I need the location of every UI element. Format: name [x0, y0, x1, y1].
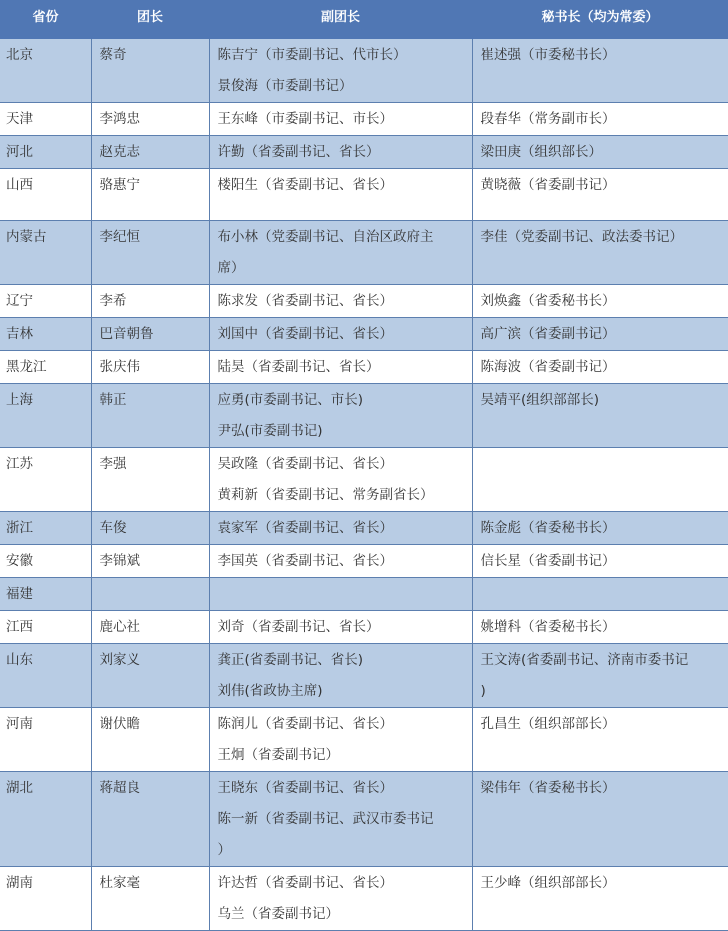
- cell-province-line: 天津: [6, 104, 91, 135]
- cell-deputy: [209, 708, 472, 772]
- cell-province: [0, 136, 91, 169]
- cell-deputy-line: 许达哲（省委副书记、省长）: [218, 868, 472, 899]
- cell-province-line: 湖南: [6, 868, 91, 899]
- cell-deputy: [209, 772, 472, 867]
- cell-secretary: [472, 285, 728, 318]
- cell-province-line: 安徽: [6, 546, 91, 577]
- cell-deputy: [209, 448, 472, 512]
- cell-deputy-line: 黄莉新（省委副书记、常务副省长）: [218, 480, 472, 511]
- cell-province: [0, 772, 91, 867]
- cell-secretary: [472, 611, 728, 644]
- table-row: [0, 644, 728, 708]
- cell-leader: [91, 169, 209, 221]
- cell-province: [0, 221, 91, 285]
- cell-deputy: [209, 136, 472, 169]
- cell-secretary: [472, 867, 728, 931]
- cell-deputy: [209, 545, 472, 578]
- table-row: [0, 285, 728, 318]
- cell-leader-line: 鹿心社: [100, 612, 209, 643]
- cell-province: [0, 448, 91, 512]
- cell-secretary: [472, 351, 728, 384]
- table-row: [0, 169, 728, 221]
- cell-secretary-line: 孔昌生（组织部部长）: [481, 709, 728, 740]
- cell-province: [0, 708, 91, 772]
- cell-secretary-line: 姚增科（省委秘书长）: [481, 612, 728, 643]
- cell-leader: [91, 103, 209, 136]
- cell-province: [0, 351, 91, 384]
- cell-secretary: [472, 169, 728, 221]
- cell-deputy-line: 陈求发（省委副书记、省长）: [218, 286, 472, 317]
- cell-leader-line: 张庆伟: [100, 352, 209, 383]
- cell-province-line: 黑龙江: [6, 352, 91, 383]
- cell-province: [0, 39, 91, 103]
- cell-deputy: [209, 169, 472, 221]
- cell-province-line: 江西: [6, 612, 91, 643]
- cell-leader: [91, 545, 209, 578]
- header-leader: 团长: [91, 0, 209, 39]
- cell-secretary: [472, 318, 728, 351]
- cell-deputy: [209, 351, 472, 384]
- cell-deputy: [209, 39, 472, 103]
- cell-leader: [91, 351, 209, 384]
- cell-province: [0, 318, 91, 351]
- cell-province-line: 河北: [6, 137, 91, 168]
- cell-province: [0, 611, 91, 644]
- cell-leader-line: 赵克志: [100, 137, 209, 168]
- cell-leader: [91, 285, 209, 318]
- cell-leader: [91, 578, 209, 611]
- cell-province: [0, 103, 91, 136]
- cell-province-line: 山西: [6, 170, 91, 201]
- cell-secretary: [472, 708, 728, 772]
- cell-deputy-line: 应勇(市委副书记、市长): [218, 385, 472, 416]
- cell-leader: [91, 318, 209, 351]
- cell-deputy-line: 刘伟(省政协主席): [218, 676, 472, 707]
- cell-leader: [91, 221, 209, 285]
- cell-deputy: [209, 644, 472, 708]
- cell-secretary-line: 陈海波（省委副书记）: [481, 352, 728, 383]
- cell-secretary-line: 崔述强（市委秘书长）: [481, 40, 728, 71]
- table-row: [0, 136, 728, 169]
- table-row: [0, 611, 728, 644]
- cell-secretary-line: 信长星（省委副书记）: [481, 546, 728, 577]
- table-row: [0, 708, 728, 772]
- cell-secretary-line: 王少峰（组织部部长）: [481, 868, 728, 899]
- cell-deputy-line: 陆昊（省委副书记、省长）: [218, 352, 472, 383]
- table-row: [0, 318, 728, 351]
- cell-leader-line: 李强: [100, 449, 209, 480]
- table-row: [0, 103, 728, 136]
- cell-leader: [91, 39, 209, 103]
- cell-secretary-line: 陈金彪（省委秘书长）: [481, 513, 728, 544]
- cell-leader-line: 谢伏瞻: [100, 709, 209, 740]
- cell-province-line: 浙江: [6, 513, 91, 544]
- table-row: [0, 867, 728, 931]
- cell-secretary: [472, 136, 728, 169]
- cell-leader: [91, 708, 209, 772]
- cell-secretary-line: 梁伟年（省委秘书长）: [481, 773, 728, 804]
- cell-province: [0, 169, 91, 221]
- cell-secretary-line: 王文涛(省委副书记、济南市委书记: [481, 645, 728, 676]
- cell-deputy-line: 吴政隆（省委副书记、省长）: [218, 449, 472, 480]
- cell-deputy-line: 王晓东（省委副书记、省长）: [218, 773, 472, 804]
- cell-deputy: [209, 512, 472, 545]
- cell-secretary: [472, 384, 728, 448]
- cell-province: [0, 867, 91, 931]
- cell-deputy-line: 陈一新（省委副书记、武汉市委书记: [218, 804, 472, 835]
- cell-secretary: [472, 448, 728, 512]
- cell-deputy-line: 袁家军（省委副书记、省长）: [218, 513, 472, 544]
- cell-secretary: [472, 578, 728, 611]
- table-row: [0, 221, 728, 285]
- cell-province-line: 北京: [6, 40, 91, 71]
- cell-secretary-line: 黄晓薇（省委副书记）: [481, 170, 728, 201]
- cell-leader-line: 李希: [100, 286, 209, 317]
- cell-leader-line: 车俊: [100, 513, 209, 544]
- cell-leader: [91, 867, 209, 931]
- table-row: [0, 578, 728, 611]
- cell-province-line: 辽宁: [6, 286, 91, 317]
- cell-deputy: [209, 318, 472, 351]
- cell-deputy-line: ）: [218, 835, 472, 866]
- cell-secretary-line: 高广滨（省委副书记）: [481, 319, 728, 350]
- cell-deputy-line: 刘国中（省委副书记、省长）: [218, 319, 472, 350]
- cell-leader-line: 蒋超良: [100, 773, 209, 804]
- cell-leader-line: 韩正: [100, 385, 209, 416]
- cell-leader-line: 李鸿忠: [100, 104, 209, 135]
- cell-deputy-line: 王东峰（市委副书记、市长）: [218, 104, 472, 135]
- cell-secretary-line: 段春华（常务副市长）: [481, 104, 728, 135]
- cell-deputy-line: 许勤（省委副书记、省长）: [218, 137, 472, 168]
- header-row: [0, 0, 728, 39]
- cell-leader: [91, 772, 209, 867]
- table-row: [0, 448, 728, 512]
- cell-secretary: [472, 221, 728, 285]
- cell-leader: [91, 448, 209, 512]
- cell-leader-line: 李锦斌: [100, 546, 209, 577]
- cell-leader: [91, 611, 209, 644]
- cell-secretary: [472, 545, 728, 578]
- cell-leader-line: 刘家义: [100, 645, 209, 676]
- cell-deputy-line: 李国英（省委副书记、省长）: [218, 546, 472, 577]
- cell-leader-line: 骆惠宁: [100, 170, 209, 201]
- cell-province: [0, 545, 91, 578]
- cell-deputy: [209, 221, 472, 285]
- cell-province-line: 福建: [6, 579, 91, 610]
- cell-leader: [91, 512, 209, 545]
- table-row: [0, 512, 728, 545]
- table-row: [0, 39, 728, 103]
- cell-leader: [91, 644, 209, 708]
- table-row: [0, 772, 728, 867]
- cell-province: [0, 578, 91, 611]
- cell-province-line: 内蒙古: [6, 222, 91, 253]
- cell-deputy-line: 乌兰（省委副书记）: [218, 899, 472, 930]
- cell-province-line: 山东: [6, 645, 91, 676]
- cell-province: [0, 644, 91, 708]
- cell-deputy-line: 陈吉宁（市委副书记、代市长）: [218, 40, 472, 71]
- cell-deputy: [209, 578, 472, 611]
- cell-province: [0, 384, 91, 448]
- cell-leader-line: 李纪恒: [100, 222, 209, 253]
- cell-deputy-line: 景俊海（市委副书记）: [218, 71, 472, 102]
- cell-leader-line: 杜家毫: [100, 868, 209, 899]
- header-deputy: 副团长: [209, 0, 472, 39]
- cell-secretary: [472, 644, 728, 708]
- cell-province-line: 河南: [6, 709, 91, 740]
- cell-province-line: 江苏: [6, 449, 91, 480]
- cell-deputy: [209, 384, 472, 448]
- cell-deputy: [209, 867, 472, 931]
- cell-secretary-line: 吴靖平(组织部部长): [481, 385, 728, 416]
- cell-deputy-line: 龚正(省委副书记、省长): [218, 645, 472, 676]
- cell-secretary: [472, 39, 728, 103]
- cell-secretary: [472, 103, 728, 136]
- header-secretary: 秘书长（均为常委）: [472, 0, 728, 39]
- cell-deputy-line: 尹弘(市委副书记): [218, 416, 472, 447]
- cell-province: [0, 512, 91, 545]
- cell-leader-line: 蔡奇: [100, 40, 209, 71]
- cell-secretary-line: ): [481, 676, 728, 707]
- cell-secretary-line: 李佳（党委副书记、政法委书记）: [481, 222, 728, 253]
- cell-province-line: 吉林: [6, 319, 91, 350]
- table-body: [0, 39, 728, 931]
- cell-deputy-line: 刘奇（省委副书记、省长）: [218, 612, 472, 643]
- cell-deputy-line: 布小林（党委副书记、自治区政府主: [218, 222, 472, 253]
- cell-deputy: [209, 285, 472, 318]
- cell-deputy: [209, 103, 472, 136]
- cell-deputy-line: 楼阳生（省委副书记、省长）: [218, 170, 472, 201]
- cell-secretary: [472, 512, 728, 545]
- cell-leader: [91, 136, 209, 169]
- cell-province-line: 上海: [6, 385, 91, 416]
- cell-province-line: 湖北: [6, 773, 91, 804]
- cell-leader-line: 巴音朝鲁: [100, 319, 209, 350]
- table-row: [0, 351, 728, 384]
- cell-deputy-line: 王炯（省委副书记）: [218, 740, 472, 771]
- table-row: [0, 384, 728, 448]
- cell-deputy-line: 陈润儿（省委副书记、省长）: [218, 709, 472, 740]
- cell-secretary-line: 刘焕鑫（省委秘书长）: [481, 286, 728, 317]
- cell-deputy-line: 席）: [218, 253, 472, 284]
- cell-leader: [91, 384, 209, 448]
- header-province: 省份: [0, 0, 91, 39]
- cell-province: [0, 285, 91, 318]
- cell-deputy: [209, 611, 472, 644]
- cell-secretary: [472, 772, 728, 867]
- cell-secretary-line: 梁田庚（组织部长）: [481, 137, 728, 168]
- table-row: [0, 545, 728, 578]
